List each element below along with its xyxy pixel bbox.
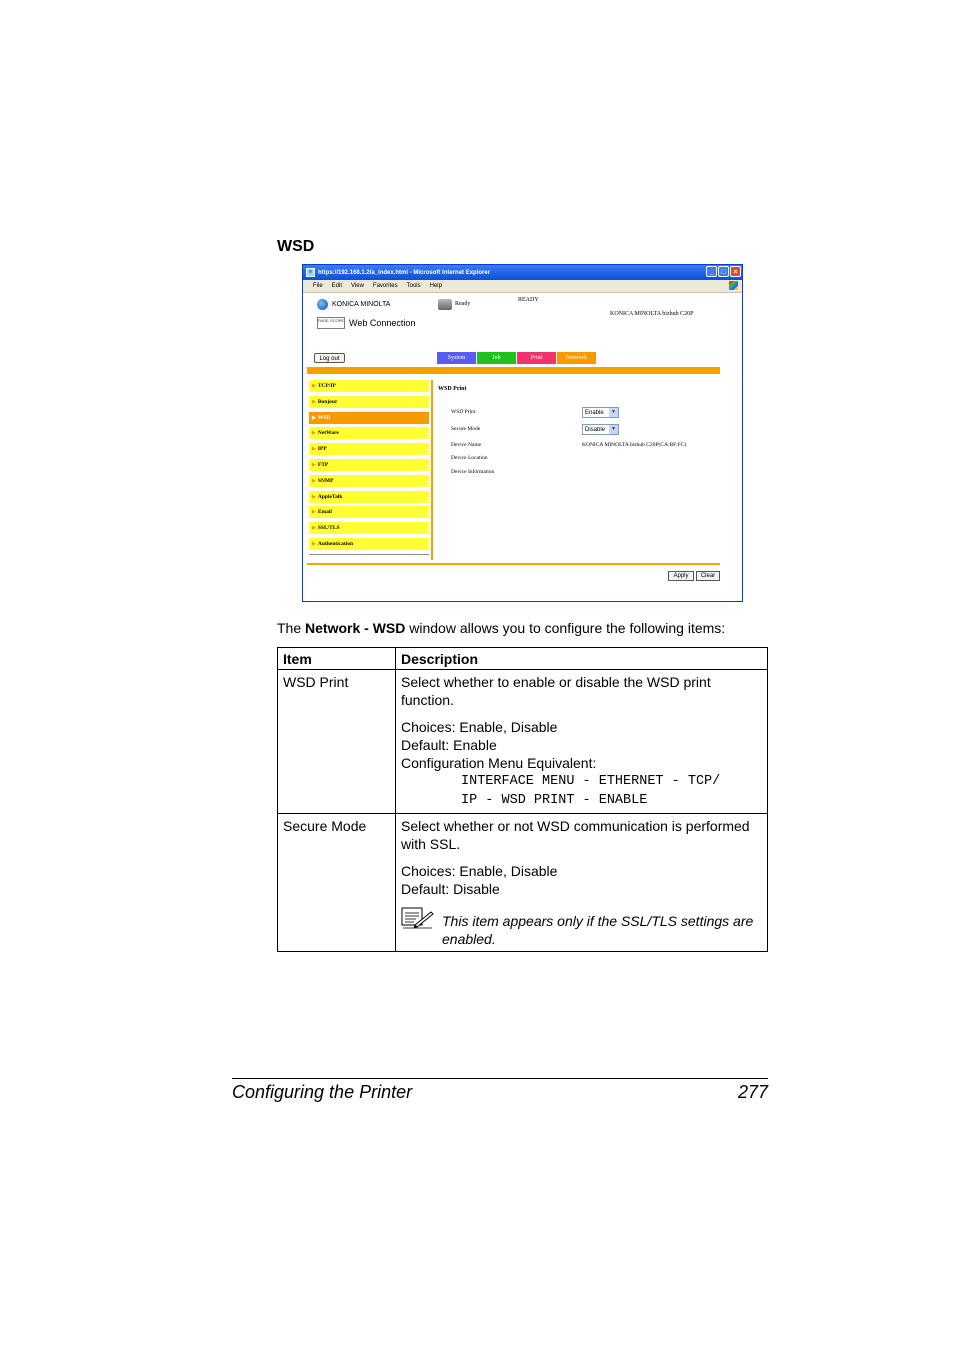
printer-status-panel: READY [518, 297, 539, 303]
intro-bold: Network - WSD [305, 620, 406, 636]
description-cell [396, 670, 768, 814]
menu-file[interactable]: File [313, 283, 323, 289]
intro-paragraph: The Network - WSD window allows you to configure the following items: [277, 620, 726, 636]
items-table [277, 647, 768, 952]
clear-button[interactable]: Clear [696, 571, 720, 581]
note-pencil-icon [401, 906, 434, 930]
sidebar-item-bonjour[interactable]: ▶ Bonjour [309, 396, 429, 408]
printer-status: Ready [455, 301, 471, 307]
menu-tools[interactable]: Tools [406, 283, 421, 289]
default-text: Default: Enable [401, 737, 497, 753]
logout-button[interactable]: Log out [314, 353, 345, 363]
header-divider [307, 367, 720, 374]
sidebar-item-snmp[interactable]: ▶ SNMP [309, 475, 429, 487]
choices-text: Choices: Enable, Disable [401, 863, 558, 879]
menu-equivalent-label: Configuration Menu Equivalent: [401, 755, 597, 771]
wsd-print-select[interactable]: Enable ▼ [582, 407, 619, 418]
footer-title: Configuring the Printer [232, 1082, 413, 1102]
browser-menubar [303, 280, 742, 293]
description-text: Select whether to enable or disable the WSD print function. [401, 674, 711, 708]
menu-view[interactable]: View [351, 283, 364, 289]
konica-minolta-logo-icon [317, 299, 328, 310]
printer-icon [438, 299, 452, 310]
close-icon[interactable]: × [730, 266, 741, 277]
footer-rule [232, 1078, 768, 1079]
tab-network[interactable]: Network [557, 352, 596, 364]
description-cell [396, 814, 768, 952]
sidebar-item-email[interactable]: ▶ Email [309, 506, 429, 518]
windows-logo-icon [729, 281, 738, 290]
tab-system[interactable]: System [437, 352, 476, 364]
content-title: WSD Print [438, 386, 467, 392]
network-sidebar [309, 380, 433, 560]
browser-titlebar [303, 265, 742, 280]
web-connection-logo [317, 317, 415, 329]
menu-path-line: INTERFACE MENU - ETHERNET - TCP/ [461, 774, 721, 789]
choices-text: Choices: Enable, Disable [401, 719, 558, 735]
device-name-label: Device Name [451, 442, 482, 448]
sidebar-item-ipp[interactable]: ▶ IPP [309, 443, 429, 455]
web-connection-page [305, 293, 740, 598]
sidebar-item-authentication[interactable]: ▶ Authentication [309, 538, 429, 550]
ie-icon: e [306, 268, 315, 277]
item-cell: WSD Print [278, 670, 396, 814]
table-header-row [278, 648, 768, 670]
menu-favorites[interactable]: Favorites [372, 283, 398, 289]
tab-job[interactable]: Job [477, 352, 516, 364]
sidebar-item-ftp[interactable]: ▶ FTP [309, 459, 429, 471]
apply-button[interactable]: Apply [668, 571, 694, 581]
minimize-icon[interactable]: _ [706, 266, 717, 277]
brand-logo [317, 299, 390, 310]
brand-name: KONICA MINOLTA [332, 301, 391, 308]
section-title: WSD [277, 238, 315, 255]
sidebar-item-wsd[interactable]: ▶ WSD [309, 412, 429, 424]
main-tabs [437, 352, 596, 364]
note [401, 906, 762, 948]
device-name-value: KONICA MINOLTA bizhub C20P(CA:BF:FC) [582, 442, 687, 448]
menu-edit[interactable]: Edit [331, 283, 343, 289]
sidebar-divider [309, 554, 429, 555]
secure-mode-label: Secure Mode [451, 426, 481, 432]
default-text: Default: Disable [401, 881, 500, 897]
page-number: 277 [737, 1082, 768, 1102]
browser-title: https://192.168.1.2/a_index.html - Microsoft Internet Explorer [318, 269, 491, 276]
device-information-label: Device Information [451, 469, 495, 475]
sidebar-item-appletalk[interactable]: ▶ AppleTalk [309, 491, 429, 503]
maximize-icon[interactable]: □ [718, 266, 729, 277]
table-row [278, 670, 768, 814]
description-text: Select whether or not WSD communication is performed with SSL. [401, 818, 750, 852]
menu-help[interactable]: Help [429, 283, 442, 289]
table-row [278, 814, 768, 952]
sidebar-item-ssltls[interactable]: ▶ SSL/TLS [309, 522, 429, 534]
chevron-down-icon: ▼ [609, 408, 618, 417]
chevron-down-icon: ▼ [609, 425, 618, 434]
sidebar-item-tcpip[interactable]: ▶ TCP/IP [309, 380, 429, 392]
sidebar-item-netware[interactable]: ▶ NetWare [309, 427, 429, 439]
menu-path-line: IP - WSD PRINT - ENABLE [461, 793, 648, 808]
note-text: This item appears only if the SSL/TLS settings are enabled. [442, 913, 754, 947]
device-location-label: Device Location [451, 455, 488, 461]
footer-divider [307, 563, 720, 565]
tab-print[interactable]: Print [517, 352, 556, 364]
pagescope-logo-icon: PAGE SCOPE [317, 317, 345, 329]
header-item: Item [278, 648, 396, 670]
item-cell: Secure Mode [278, 814, 396, 952]
browser-screenshot [302, 264, 743, 602]
header-description: Description [396, 648, 768, 670]
secure-mode-select[interactable]: Disable ▼ [582, 424, 619, 435]
wsd-print-label: WSD Print [451, 409, 476, 415]
printer-model: KONICA MINOLTA bizhub C20P [610, 311, 694, 317]
web-connection-label: Web Connection [349, 318, 416, 328]
